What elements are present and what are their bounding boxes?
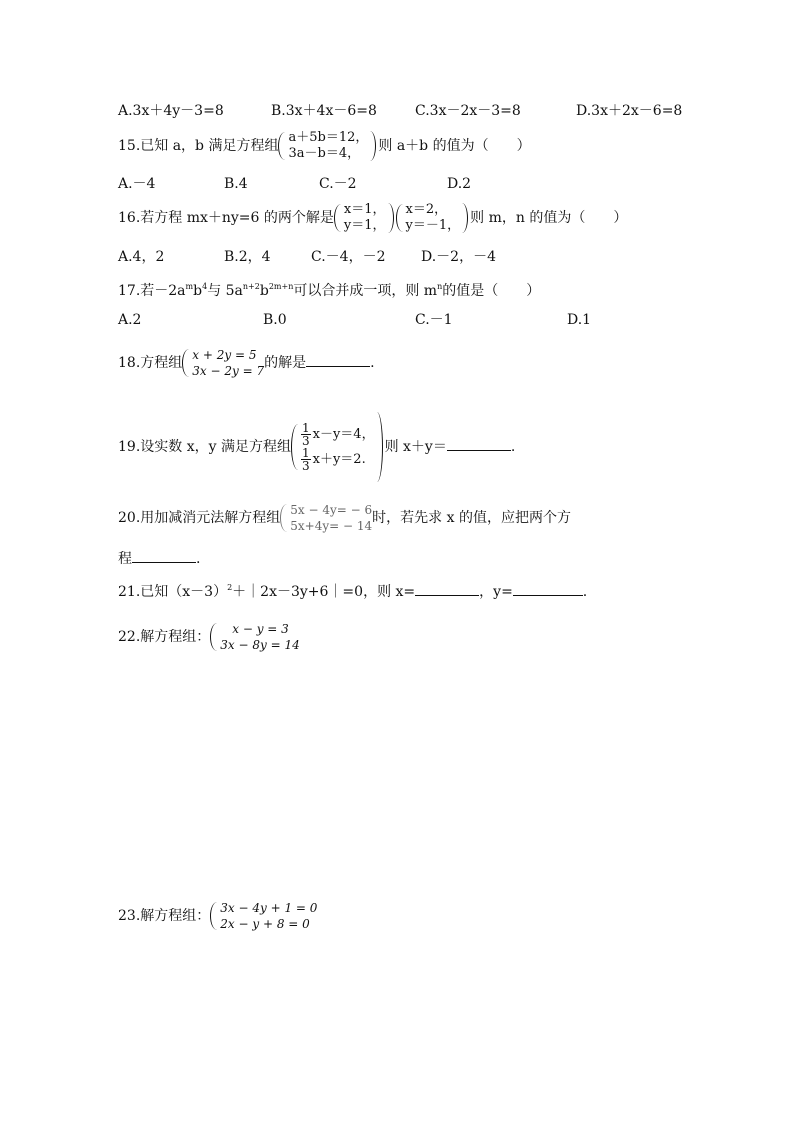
q15-prefix: 15.已知 a，b 满足方程组 <box>118 138 279 154</box>
q19-eq1-denominator: 3 <box>301 434 310 448</box>
q21-text-2: ＋｜2x－3y+6｜=0，则 x= <box>232 584 416 600</box>
q17-text-3: 与 5a <box>207 283 243 299</box>
q21-x-blank[interactable] <box>415 581 479 596</box>
q23-eq2: 2x − y + 8 = 0 <box>220 917 310 931</box>
q20-system <box>280 502 372 534</box>
q19-prefix: 19.设实数 x，y 满足方程组 <box>118 439 291 455</box>
q15-eq2: 3a－b＝4， <box>288 146 361 161</box>
q23-system <box>210 900 317 932</box>
q16-right-paren-2 <box>462 203 468 233</box>
q22-prefix: 22.解方程组： <box>118 629 211 645</box>
q16-prefix: 16.若方程 mx＋ny=6 的两个解是 <box>118 210 334 226</box>
q17-option-b[interactable]: B.0 <box>263 312 287 328</box>
q14-option-d[interactable]: D.3x＋2x－6=8 <box>576 103 683 119</box>
q17-sup-4: 2m+n <box>268 282 294 291</box>
q17-text-5: 可以合并成一项，则 m <box>293 283 438 299</box>
q16-s2-eq2: y＝－1， <box>405 218 461 233</box>
q21-text-1: 21.已知（x－3） <box>118 584 228 600</box>
q15-right-paren <box>370 131 376 161</box>
q21-sup: 2 <box>227 583 233 592</box>
q17-option-a[interactable]: A.2 <box>118 312 142 328</box>
q15-option-c[interactable]: C.－2 <box>319 176 357 192</box>
q20-line2-text: 程 <box>118 551 132 567</box>
q20-suffix: 时，若先求 x 的值，应把两个方 <box>372 510 571 526</box>
q17-sup-5: n <box>437 282 443 291</box>
q15-suffix: 则 a＋b 的值为（ ） <box>378 138 531 154</box>
q16-system-2 <box>396 202 461 234</box>
q15-eq1: a＋5b＝12， <box>288 130 369 145</box>
q17-option-c[interactable]: C.－1 <box>415 312 453 328</box>
q15-stem <box>118 130 531 162</box>
q19-eq2-rest: x＋y＝2. <box>312 452 366 467</box>
q19-eq2 <box>301 447 375 472</box>
q16-option-c[interactable]: C.－4，－2 <box>311 249 386 265</box>
q17-stem <box>118 278 540 300</box>
q19-eq1 <box>301 422 375 447</box>
q17-sup-1: m <box>185 282 194 291</box>
q19-period: . <box>510 439 516 455</box>
q19-eq2-numerator: 1 <box>301 446 310 460</box>
q18-eq2: 3x − 2y = 7 <box>192 364 265 378</box>
q17-sup-2: 4 <box>202 282 208 291</box>
q19-suffix: 则 x＋y＝ <box>384 439 447 455</box>
q23-prefix: 23.解方程组： <box>118 908 211 924</box>
q19-eq1-fraction <box>301 422 311 447</box>
q22-eq2: 3x − 8y = 14 <box>220 638 300 652</box>
q16-option-a[interactable]: A.4，2 <box>118 249 165 265</box>
q18-period: . <box>370 355 375 371</box>
q17-option-d[interactable]: D.1 <box>567 312 592 328</box>
q18-stem <box>118 347 375 379</box>
q21-y-blank[interactable] <box>513 581 583 596</box>
q17-text-1: 17.若－2a <box>118 283 186 299</box>
q21-stem <box>118 579 587 601</box>
q15-system <box>278 130 368 162</box>
q18-answer-blank[interactable] <box>306 352 370 367</box>
q18-eq1: x + 2y = 5 <box>192 348 257 362</box>
q16-right-paren-1 <box>388 203 394 233</box>
q16-option-b[interactable]: B.2，4 <box>224 249 271 265</box>
q19-answer-blank[interactable] <box>447 436 511 451</box>
q20-eq1: 5x − 4y= − 6 <box>290 503 373 517</box>
q15-option-d[interactable]: D.2 <box>447 176 472 192</box>
q22-stem <box>118 621 300 653</box>
q21-text-3: ，y= <box>479 584 513 600</box>
q20-answer-blank[interactable] <box>132 548 196 563</box>
q18-suffix: 的解是 <box>264 355 307 371</box>
q17-sup-3: n+2 <box>242 282 260 291</box>
q19-eq1-rest: x－y＝4， <box>312 427 375 442</box>
q14-option-b[interactable]: B.3x＋4x－6=8 <box>271 103 377 119</box>
q16-option-d[interactable]: D.－2，－4 <box>421 249 496 265</box>
q16-s1-eq1: x＝1， <box>343 202 386 217</box>
q16-stem <box>118 202 627 234</box>
q16-s2-eq1: x＝2， <box>405 202 448 217</box>
q16-system-1 <box>334 202 386 234</box>
q19-eq2-denominator: 3 <box>301 459 310 473</box>
q17-text-2: b <box>193 283 203 299</box>
q15-option-b[interactable]: B.4 <box>224 176 248 192</box>
q15-option-a[interactable]: A.－4 <box>118 176 156 192</box>
q22-eq1: x − y = 3 <box>232 622 289 636</box>
q18-system <box>182 347 264 379</box>
q19-right-paren <box>377 412 383 482</box>
q23-eq1: 3x − 4y + 1 = 0 <box>220 901 318 915</box>
q14-option-a[interactable]: A.3x＋4y－3=8 <box>118 103 224 119</box>
q19-stem <box>118 412 515 482</box>
q21-period: . <box>582 584 588 600</box>
q22-system <box>210 621 299 653</box>
q17-text-6: 的值是（ ） <box>442 283 541 299</box>
q19-eq2-fraction <box>301 447 311 472</box>
q20-prefix: 20.用加减消元法解方程组 <box>118 510 281 526</box>
q20-period: . <box>196 551 201 567</box>
q20-stem <box>118 502 571 534</box>
q20-stem-line2 <box>118 548 200 568</box>
q16-suffix: 则 m，n 的值为（ ） <box>470 210 628 226</box>
q14-option-c[interactable]: C.3x－2x－3=8 <box>415 103 521 119</box>
q16-s1-eq2: y＝1， <box>343 218 386 233</box>
q18-prefix: 18.方程组 <box>118 355 183 371</box>
q19-eq1-numerator: 1 <box>301 421 310 435</box>
q19-system <box>291 422 375 472</box>
q17-text-4: b <box>259 283 269 299</box>
q20-eq2: 5x+4y= − 14 <box>290 519 373 533</box>
q23-stem <box>118 900 317 932</box>
